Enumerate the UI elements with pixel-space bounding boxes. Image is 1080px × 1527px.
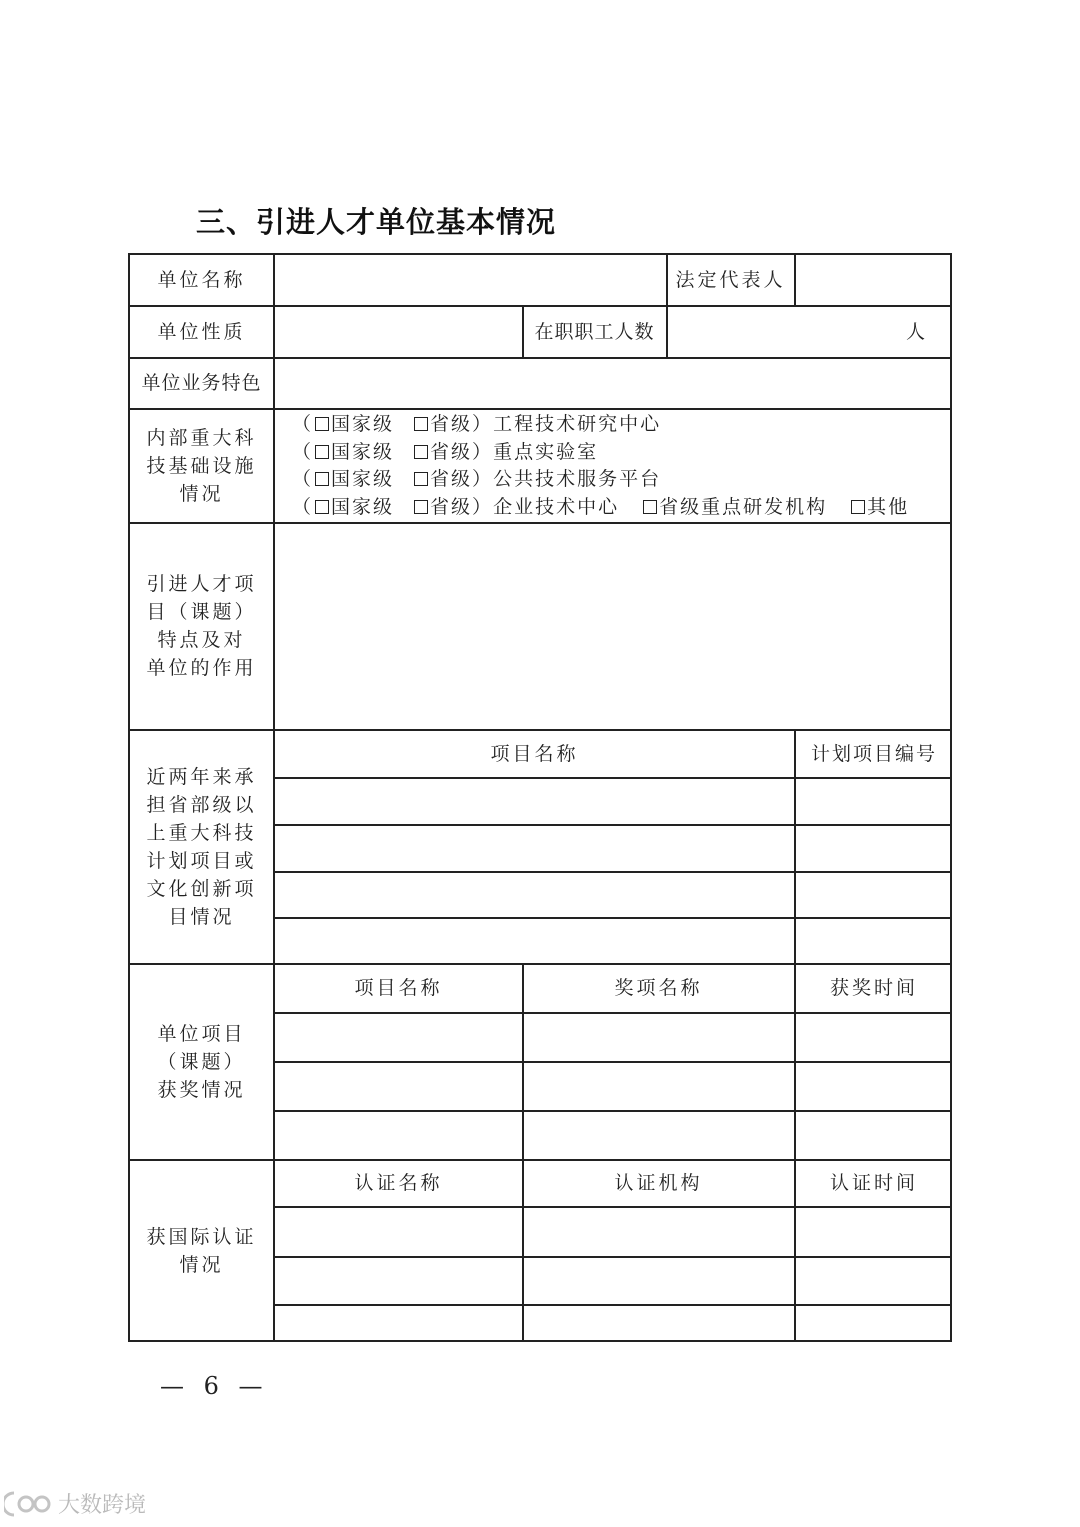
legal-rep-field[interactable] (796, 255, 952, 305)
projects-col-code: 计划项目编号 (810, 742, 937, 765)
row-divider (273, 1061, 952, 1063)
facility-line: （ 国家级 省级）企业技术中心 省级重点研发机构 其他 (292, 495, 910, 518)
option-provincial: 省级 (430, 495, 473, 518)
option-national: 国家级 (331, 440, 395, 463)
cert-col-org: 认证机构 (614, 1172, 703, 1194)
employees-label: 在职职工人数 (534, 320, 655, 343)
option-provincial: 省级 (430, 468, 473, 490)
awards-col-time: 获奖时间 (829, 977, 918, 999)
option-provincial-rd: 省级重点研发机构 (659, 495, 828, 518)
talent-project-field[interactable] (275, 523, 952, 729)
cert-label: 获国际认证 情况 (146, 1226, 257, 1276)
facility-type: 重点实验室 (493, 440, 599, 463)
row-divider (273, 1206, 952, 1208)
legal-rep-label: 法定代表人 (675, 269, 786, 291)
cert-col-time: 认证时间 (829, 1172, 918, 1194)
checkbox-national[interactable] (315, 472, 329, 486)
row-divider (273, 1256, 952, 1258)
watermark-logo-icon (4, 1489, 56, 1519)
option-national: 国家级 (331, 468, 395, 490)
checkbox-provincial[interactable] (414, 500, 428, 514)
row-divider (273, 1304, 952, 1306)
unit-name-label: 单位名称 (157, 269, 246, 291)
checkbox-other[interactable] (851, 500, 865, 514)
employees-unit: 人 (905, 320, 928, 343)
checkbox-provincial-rd[interactable] (643, 500, 657, 514)
facility-options (292, 411, 954, 521)
talent-project-label: 引进人才项 目（课题） 特点及对 单位的作用 (146, 573, 257, 679)
awards-col-award: 奖项名称 (614, 977, 703, 999)
facility-type: 公共技术服务平台 (493, 468, 662, 490)
unit-nature-label: 单位性质 (157, 320, 246, 343)
business-field[interactable] (275, 358, 952, 408)
checkbox-provincial[interactable] (414, 472, 428, 486)
employees-field[interactable] (667, 306, 952, 357)
section-heading: 三、引进人才单位基本情况 (196, 205, 557, 239)
page-number: — 6 — (160, 1372, 269, 1400)
facility-line: （ 国家级 省级）工程技术研究中心 (292, 413, 662, 435)
watermark (4, 1488, 146, 1519)
facility-line: （ 国家级 省级）重点实验室 (292, 440, 599, 463)
row-divider (273, 777, 952, 779)
option-provincial: 省级 (430, 413, 473, 435)
unit-nature-field[interactable] (275, 306, 521, 357)
col-divider (522, 963, 524, 1342)
facility-label: 内部重大科 技基础设施 情况 (146, 426, 257, 505)
row-divider (273, 871, 952, 873)
projects-col-name: 项目名称 (490, 742, 579, 765)
checkbox-national[interactable] (315, 417, 329, 431)
cert-col-name: 认证名称 (354, 1172, 443, 1194)
checkbox-provincial[interactable] (414, 417, 428, 431)
row-divider (273, 1012, 952, 1014)
awards-label: 单位项目 （课题） 获奖情况 (157, 1022, 246, 1101)
facility-type: 工程技术研究中心 (493, 413, 662, 435)
col-divider (794, 963, 796, 1342)
option-provincial: 省级 (430, 440, 473, 463)
option-national: 国家级 (331, 413, 395, 435)
facility-type: 企业技术中心 (493, 495, 620, 518)
business-label: 单位业务特色 (141, 372, 262, 394)
awards-col-project: 项目名称 (354, 977, 443, 999)
facility-line: （ 国家级 省级）公共技术服务平台 (292, 468, 662, 490)
row-divider (273, 917, 952, 919)
watermark-text: 大数跨境 (58, 1493, 147, 1518)
checkbox-provincial[interactable] (414, 445, 428, 459)
row-divider (273, 1110, 952, 1112)
checkbox-national[interactable] (315, 500, 329, 514)
option-national: 国家级 (331, 495, 395, 518)
row-divider (273, 824, 952, 826)
checkbox-national[interactable] (315, 445, 329, 459)
unit-info-form (128, 253, 952, 1342)
projects-label: 近两年来承 担省部级以 上重大科技 计划项目或 文化创新项 目情况 (146, 765, 257, 928)
unit-name-field[interactable] (275, 255, 665, 305)
option-other: 其他 (867, 495, 910, 518)
